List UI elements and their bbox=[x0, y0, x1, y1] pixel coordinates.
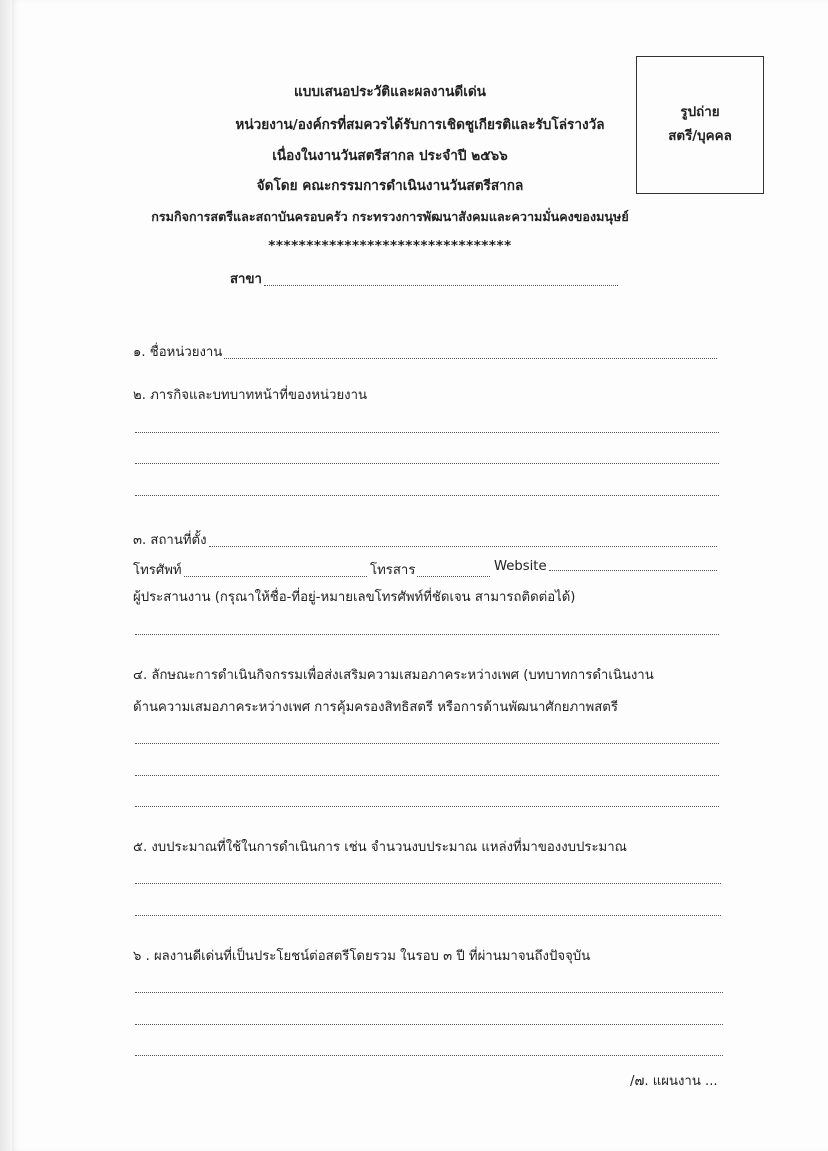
header-line-5: กรมกิจการสตรีและสถาบันครอบครัว กระทรวงการพัฒนาสังคมและความมั่นคงของมนุษย์ bbox=[151, 209, 629, 224]
phone-field[interactable] bbox=[133, 559, 369, 580]
fax-dotted-line[interactable] bbox=[417, 576, 490, 577]
section-1-dotted-line[interactable] bbox=[224, 358, 717, 359]
coordinator-line[interactable] bbox=[135, 634, 719, 635]
header-line-3: เนื่องในงานวันสตรีสากล ประจำปี ๒๕๖๖ bbox=[272, 148, 508, 164]
section-6-label: ๖ . ผลงานดีเด่นที่เป็นประโยชน์ต่อสตรีโดยรวม ในรอบ ๓ ปี ที่ผ่านมาจนถึงปัจจุบัน bbox=[133, 949, 591, 964]
branch-dotted-line[interactable] bbox=[264, 285, 618, 286]
section-4-line-3[interactable] bbox=[135, 806, 719, 807]
section-3-label: ๓. สถานที่ตั้ง bbox=[133, 533, 207, 548]
section-1-field[interactable] bbox=[133, 341, 719, 362]
section-6-line-2[interactable] bbox=[135, 1024, 723, 1025]
website-field[interactable] bbox=[494, 559, 719, 574]
phone-dotted-line[interactable] bbox=[184, 576, 367, 577]
page-edge bbox=[0, 0, 12, 1151]
section-4-line-1[interactable] bbox=[135, 743, 719, 744]
section-6-line-1[interactable] bbox=[135, 992, 723, 993]
website-label: Website bbox=[494, 559, 547, 574]
section-5-line-1[interactable] bbox=[135, 883, 721, 884]
header-line-2: หน่วยงาน/องค์กรที่สมควรได้รับการเชิดชูเกียรติและรับโล่รางวัล bbox=[235, 117, 605, 133]
section-4-label-2: ด้านความเสมอภาคระหว่างเพศ การคุ้มครองสิทธิสตรี หรือการด้านพัฒนาศักยภาพสตรี bbox=[133, 700, 618, 715]
section-2-line-3[interactable] bbox=[135, 495, 719, 496]
section-4-line-2[interactable] bbox=[135, 775, 719, 776]
section-2-line-2[interactable] bbox=[135, 463, 719, 464]
section-3-field[interactable] bbox=[133, 529, 719, 550]
branch-label: สาขา bbox=[230, 272, 262, 287]
photo-box-label-2: สตรี/บุคคล bbox=[668, 129, 732, 144]
continued-note: /๗. แผนงาน ... bbox=[630, 1074, 718, 1089]
section-1-label: ๑. ชื่อหน่วยงาน bbox=[133, 345, 223, 360]
header-line-4: จัดโดย คณะกรรมการดำเนินงานวันสตรีสากล bbox=[256, 178, 524, 194]
section-2-line-1[interactable] bbox=[135, 432, 719, 433]
header-line-1: แบบเสนอประวัติและผลงานดีเด่น bbox=[294, 84, 486, 100]
fax-label: โทรสาร bbox=[370, 563, 416, 578]
branch-field[interactable] bbox=[230, 268, 620, 289]
section-5-line-2[interactable] bbox=[135, 915, 721, 916]
section-2-label: ๒. ภารกิจและบทบาทหน้าที่ของหน่วยงาน bbox=[133, 388, 368, 403]
section-4-label-1: ๔. ลักษณะการดำเนินกิจกรรมเพื่อส่งเสริมความเสมอภาคระหว่างเพศ (บทบาทการดำเนินงาน bbox=[133, 668, 654, 683]
website-dotted-line[interactable] bbox=[549, 570, 717, 571]
section-3-dotted-line[interactable] bbox=[209, 546, 717, 547]
coordinator-label: ผู้ประสานงาน (กรุณาให้ชื่อ-ที่อยู่-หมายเลขโทรศัพท์ที่ชัดเจน สามารถติดต่อได้) bbox=[133, 590, 576, 605]
header-stars: ******************************** bbox=[268, 238, 512, 254]
section-6-line-3[interactable] bbox=[135, 1055, 723, 1056]
fax-field[interactable] bbox=[370, 559, 492, 580]
section-5-label: ๕. งบประมาณที่ใช้ในการดำเนินการ เช่น จำนวนงบประมาณ แหล่งที่มาของงบประมาณ bbox=[133, 840, 627, 855]
photo-box-label-1: รูปถ่าย bbox=[680, 105, 720, 120]
phone-label: โทรศัพท์ bbox=[133, 563, 182, 578]
